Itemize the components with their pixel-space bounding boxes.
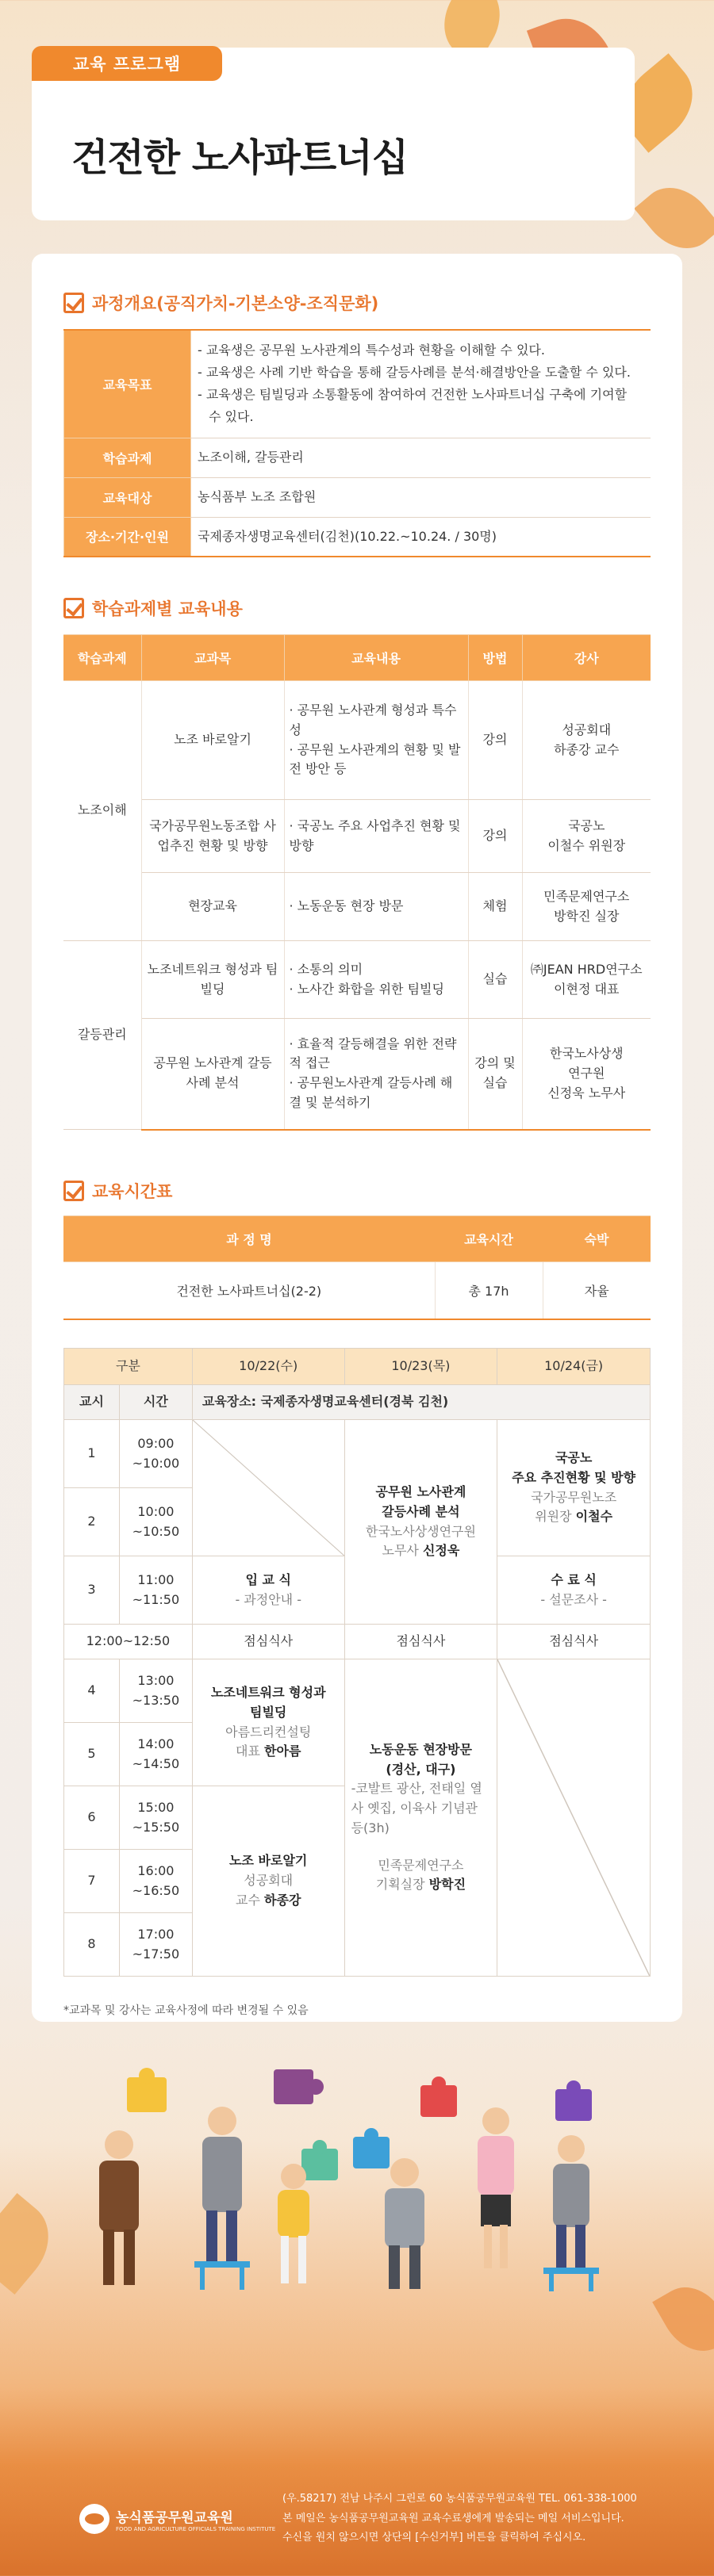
content-item: · 노사간 화합을 위한 팀빌딩 (289, 981, 444, 997)
teamwork-illustration (63, 2061, 651, 2299)
overview-section-header (63, 291, 378, 315)
lecturer-cell (522, 941, 651, 1019)
empty-slot (192, 1420, 344, 1556)
lecturer-line: 이현정 대표 (554, 981, 620, 997)
period-no: 1 (64, 1420, 120, 1488)
person-icon (99, 2130, 139, 2285)
content-item: · 공무원노사관계 갈등사례 해결 및 분석하기 (289, 1075, 453, 1111)
session-title: 수 료 식 (551, 1571, 597, 1587)
lecturer-line: ㈜JEAN HRD연구소 (530, 961, 643, 977)
overview-value: 농식품부 노조 조합원 (191, 477, 651, 517)
timetable-section-header (63, 1179, 172, 1203)
lecturer-role: 대표 (236, 1743, 260, 1759)
lecturer-cell (522, 1019, 651, 1130)
venue-header: 교육장소: 국제종자생명교육센터(경북 김천) (192, 1385, 650, 1420)
method-cell: 강의 및 실습 (468, 1019, 522, 1130)
subject-cell: 현장교육 (141, 873, 284, 941)
overview-label: 교육대상 (64, 477, 191, 517)
lecturer-line: 성공회대 (562, 722, 612, 737)
method-cell: 강의 (468, 681, 522, 800)
program-badge: 교육 프로그램 (32, 46, 222, 81)
session-union-status (497, 1420, 651, 1556)
day-header: 10/24(금) (497, 1349, 651, 1385)
contents-section-header (63, 596, 243, 620)
autumn-leaf-decoration (0, 2193, 66, 2295)
schedule-note: *교과목 및 강사는 교육사정에 따라 변경될 수 있음 (63, 2004, 309, 2017)
logo-subtext: FOOD AND AGRICULTURE OFFICIALS TRAINING INSTITUTE (116, 2525, 276, 2532)
content-item: · 공무원 노사관계 형성과 특수성 (289, 702, 457, 737)
puzzle-piece-icon (301, 2140, 338, 2180)
lecturer-org: 성공회대 (244, 1873, 294, 1889)
day-header: 10/22(수) (192, 1349, 344, 1385)
group-cell: 노조이해 (63, 681, 141, 941)
lecturer-org: 국가공무원노조 (531, 1489, 617, 1505)
time-end: ~13:50 (132, 1692, 180, 1708)
institute-logo (79, 2504, 275, 2534)
contents-section-title: 학습과제별 교육내용 (92, 599, 243, 618)
period-no: 2 (64, 1488, 120, 1556)
overview-goal (191, 330, 651, 438)
lecturer-name: 방학진 (428, 1877, 466, 1893)
summary-table (63, 1215, 651, 1320)
puzzle-piece-icon (420, 2076, 457, 2117)
lunch-cell: 점심식사 (192, 1625, 344, 1659)
column-header: 숙박 (543, 1216, 651, 1262)
session-title: (경산, 대구) (386, 1761, 456, 1777)
lecturer-line: 신정욱 노무사 (547, 1085, 626, 1100)
period-no: 5 (64, 1723, 120, 1786)
lecturer-cell (522, 681, 651, 800)
overview-label: 학습과제 (64, 438, 191, 477)
time-end: ~14:50 (132, 1755, 180, 1771)
footer-line: (우.58217) 전남 나주시 그린로 60 농식품공무원교육원 TEL. 061-338-1000 (282, 2493, 637, 2505)
subject-cell: 공무원 노사관계 갈등 사례 분석 (141, 1019, 284, 1130)
checkbox-icon (63, 1181, 84, 1201)
time-start: 09:00 (137, 1435, 175, 1451)
lecturer-line: 민족문제연구소 (543, 888, 630, 904)
lecturer-org: 한국노사상생연구원 (365, 1523, 476, 1539)
puzzle-piece-icon (353, 2128, 390, 2168)
period-no: 3 (64, 1556, 120, 1625)
overview-value: 노조이해, 갈등관리 (191, 438, 651, 477)
session-closing (497, 1556, 651, 1625)
column-header: 교육내용 (284, 635, 468, 681)
session-title: 갈등사례 분석 (382, 1503, 460, 1519)
content-item: · 국공노 주요 사업추진 현황 및 방향 (289, 817, 461, 853)
lecturer-line: 이철수 위원장 (547, 837, 626, 853)
lecturer-line: 한국노사상생 (549, 1046, 624, 1062)
overview-label: 교육목표 (64, 330, 191, 438)
content-cell (284, 1019, 468, 1130)
time-end: ~10:00 (132, 1455, 180, 1471)
session-title: 노조 바로알기 (229, 1853, 308, 1869)
session-title: 국공노 (555, 1449, 593, 1465)
empty-slot (497, 1659, 651, 1977)
course-lodging: 자율 (543, 1262, 651, 1319)
subject-cell: 노조 바로알기 (141, 681, 284, 800)
puzzle-piece-icon (127, 2068, 167, 2112)
session-case-analysis (344, 1420, 497, 1625)
lecturer-role: 위원장 (535, 1509, 572, 1525)
subject-cell: 노조네트워크 형성과 팀빌딩 (141, 941, 284, 1019)
lecturer-line: 방학진 실장 (554, 908, 620, 924)
person-icon (194, 2107, 250, 2290)
session-title: 공무원 노사관계 (375, 1483, 466, 1499)
lecturer-line: 하종강 교수 (554, 741, 620, 757)
period-no: 6 (64, 1786, 120, 1850)
timetable-section-title: 교육시간표 (92, 1182, 173, 1201)
goal-line: - 교육생은 사례 기반 학습을 통해 갈등사례를 분석·해결방안을 도출할 수 있다. (198, 365, 631, 381)
lecturer-name: 한아름 (264, 1743, 301, 1759)
time-header: 시간 (119, 1385, 192, 1420)
footer-line: 수신을 원치 않으시면 상단의 [수신거부] 버튼을 클릭하여 주십시오. (282, 2532, 586, 2544)
time-start: 17:00 (137, 1926, 175, 1942)
column-header: 교과목 (141, 635, 284, 681)
column-header: 교육시간 (435, 1216, 543, 1262)
session-title: 주요 추진현황 및 방향 (512, 1469, 636, 1485)
course-hours: 총 17h (435, 1262, 543, 1319)
person-icon (385, 2158, 424, 2289)
lunch-cell: 점심식사 (497, 1625, 651, 1659)
time-start: 16:00 (137, 1862, 175, 1878)
day-header: 10/23(목) (344, 1349, 497, 1385)
person-icon (478, 2107, 514, 2268)
period-time (119, 1420, 192, 1488)
session-title: 노동운동 현장방문 (369, 1741, 473, 1757)
session-union-basics (192, 1786, 344, 1977)
diagonal-line (193, 1420, 344, 1556)
session-sub: - 설문조사 - (540, 1591, 607, 1607)
lecturer-line: 연구원 (568, 1065, 605, 1081)
overview-section-title: 과정개요(공직가치-기본소양-조직문화) (92, 294, 379, 313)
person-icon (278, 2164, 309, 2283)
person-icon (543, 2135, 599, 2291)
time-start: 15:00 (137, 1799, 175, 1815)
diagonal-line (497, 1659, 650, 1976)
footer-info (282, 2490, 637, 2548)
institute-logo-icon (79, 2504, 109, 2534)
session-title: 팀빌딩 (250, 1704, 287, 1720)
method-cell: 실습 (468, 941, 522, 1019)
time-start: 13:00 (137, 1672, 175, 1688)
goal-line: - 교육생은 공무원 노사관계의 특수성과 현황을 이해할 수 있다. (198, 343, 545, 358)
session-title: 노조네트워크 형성과 (210, 1684, 326, 1700)
lecturer-role: 기획실장 (375, 1877, 425, 1893)
period-time (119, 1488, 192, 1556)
lecturer-role: 교수 (236, 1892, 260, 1908)
lecturer-role: 노무사 (382, 1543, 419, 1559)
column-header: 과 정 명 (63, 1216, 435, 1262)
puzzle-piece-icon (555, 2080, 592, 2121)
goal-line: 수 있다. (209, 409, 254, 425)
lecturer-line: 국공노 (568, 817, 605, 833)
period-time (119, 1556, 192, 1625)
contents-table (63, 634, 651, 1131)
method-cell: 체험 (468, 873, 522, 941)
course-name: 건전한 노사파트너십(2-2) (63, 1262, 435, 1319)
subject-cell: 국가공무원노동조합 사업추진 현황 및 방향 (141, 800, 284, 873)
goal-line: - 교육생은 팀빌딩과 소통활동에 참여하여 건전한 노사파트너십 구축에 기여할 (198, 387, 628, 403)
lecturer-org: 민족문제연구소 (378, 1857, 464, 1873)
time-start: 10:00 (137, 1503, 175, 1519)
period-time (119, 1723, 192, 1786)
period-time (119, 1913, 192, 1977)
lecturer-name: 하종강 (264, 1892, 301, 1908)
period-time (119, 1659, 192, 1723)
period-no: 8 (64, 1913, 120, 1977)
time-end: ~11:50 (132, 1591, 180, 1607)
autumn-leaf-decoration (634, 173, 714, 263)
column-header: 강사 (522, 635, 651, 681)
page-title: 건전한 노사파트너십 (71, 136, 409, 180)
lecturer-cell (522, 873, 651, 941)
lecturer-org: 아름드리컨설팅 (225, 1724, 312, 1740)
period-no: 4 (64, 1659, 120, 1723)
checkbox-icon (63, 598, 84, 618)
time-end: ~16:50 (132, 1882, 180, 1898)
column-header: 학습과제 (63, 635, 141, 681)
schedule-table (63, 1348, 651, 1977)
content-cell (284, 941, 468, 1019)
session-detail: -코발트 광산, 전태일 열사 옛집, 이육사 기념관 등(3h) (351, 1781, 482, 1835)
content-item: · 효율적 갈등해결을 위한 전략적 접근 (289, 1035, 457, 1071)
time-start: 11:00 (137, 1571, 175, 1587)
session-field-visit (344, 1659, 497, 1977)
content-item: · 공무원 노사관계의 현황 및 발전 방안 등 (289, 741, 461, 777)
content-cell (284, 800, 468, 873)
overview-value: 국제종자생명교육센터(김천)(10.22.~10.24. / 30명) (191, 517, 651, 557)
time-end: ~15:50 (132, 1819, 180, 1835)
time-end: ~10:50 (132, 1523, 180, 1539)
period-no: 7 (64, 1850, 120, 1913)
session-team-building (192, 1659, 344, 1786)
content-cell (284, 681, 468, 800)
lecturer-cell (522, 800, 651, 873)
content-item: · 소통의 의미 (289, 961, 363, 977)
period-header: 교시 (64, 1385, 120, 1420)
period-time (119, 1786, 192, 1850)
checkbox-icon (63, 293, 84, 313)
session-sub: - 과정안내 - (235, 1591, 301, 1607)
puzzle-piece-icon (274, 2069, 324, 2104)
category-header: 구분 (64, 1349, 193, 1385)
lunch-time: 12:00~12:50 (64, 1625, 193, 1659)
group-cell: 갈등관리 (63, 941, 141, 1130)
time-start: 14:00 (137, 1736, 175, 1751)
autumn-leaf-decoration (652, 2275, 714, 2364)
logo-text: 농식품공무원교육원 (116, 2509, 233, 2526)
session-entrance (192, 1556, 344, 1625)
lecturer-name: 이철수 (575, 1509, 613, 1525)
footer-line: 본 메일은 농식품공무원교육원 교육수료생에게 발송되는 메일 서비스입니다. (282, 2512, 624, 2524)
session-title: 입 교 식 (245, 1571, 291, 1587)
time-end: ~17:50 (132, 1946, 180, 1962)
method-cell: 강의 (468, 800, 522, 873)
column-header: 방법 (468, 635, 522, 681)
content-cell (284, 873, 468, 941)
content-item: · 노동운동 현장 방문 (289, 898, 404, 914)
period-time (119, 1850, 192, 1913)
overview-table (63, 329, 651, 557)
overview-label: 장소·기간·인원 (64, 517, 191, 557)
lecturer-name: 신정욱 (422, 1543, 460, 1559)
lunch-cell: 점심식사 (344, 1625, 497, 1659)
